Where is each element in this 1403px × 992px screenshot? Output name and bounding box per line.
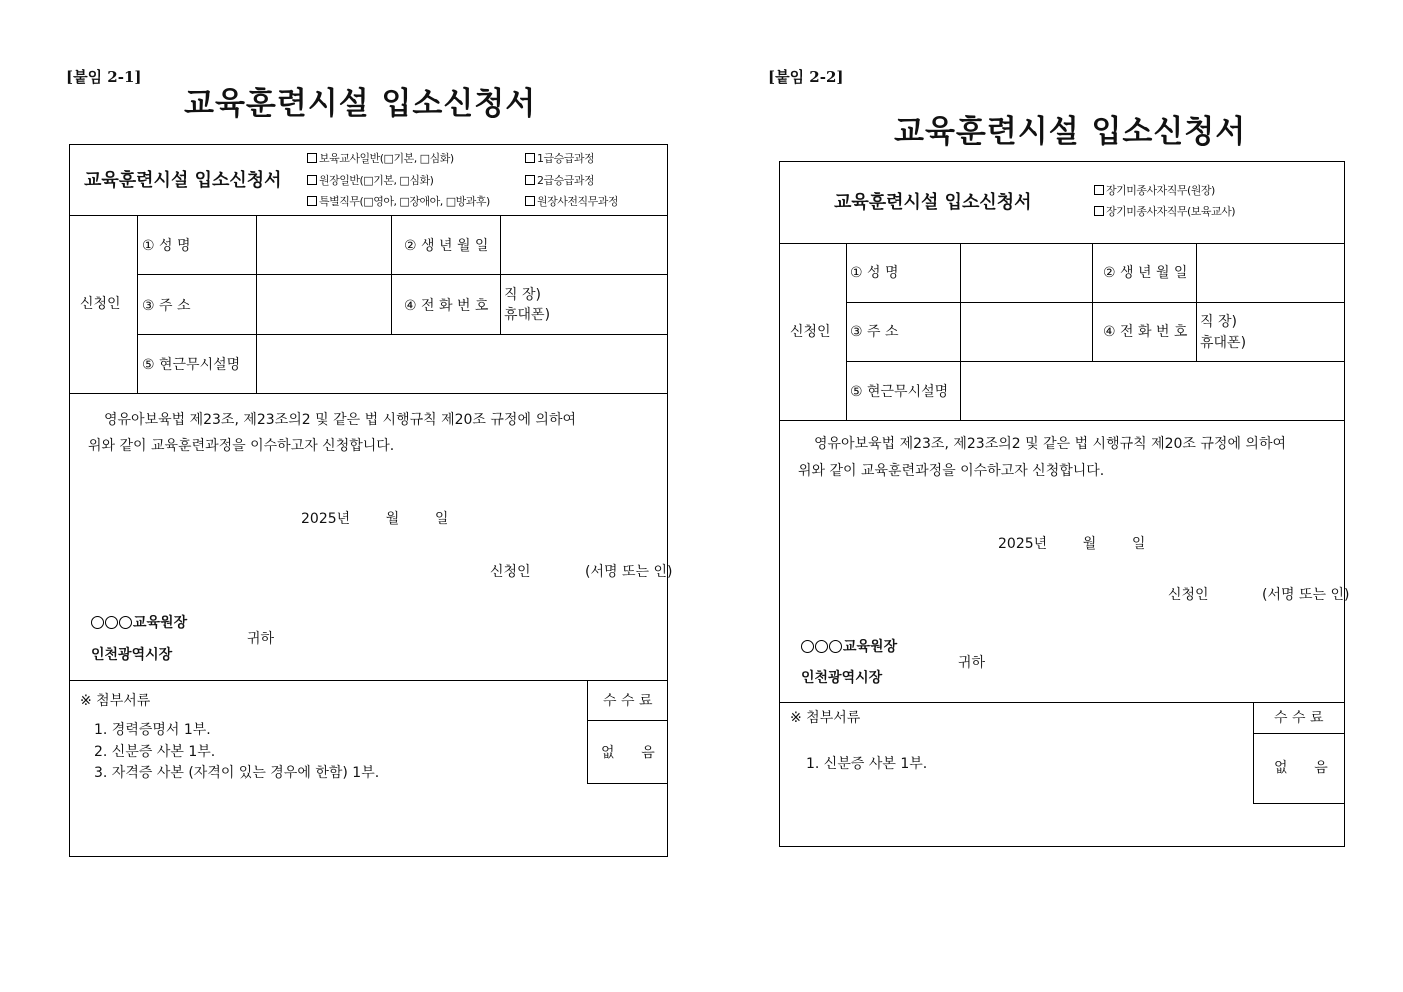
doc2-checkbox-teacher[interactable]: 장기미종사자직무(보육교사) xyxy=(1094,205,1235,218)
doc2-workplace-field[interactable] xyxy=(962,363,1343,419)
doc2-addressee-mayor: 인천광역시장 xyxy=(801,670,883,686)
circle-icon xyxy=(119,616,132,629)
doc1-checkbox-grade2[interactable]: 2급승급과정 xyxy=(525,174,594,187)
doc1-checkbox-special-duty[interactable]: 특별직무(□영아, □장애아, □방과후) xyxy=(307,195,490,208)
checkbox-icon[interactable] xyxy=(307,175,317,185)
checkbox-icon[interactable] xyxy=(1094,206,1104,216)
doc2-statement-line2: 위와 같이 교육훈련과정을 이수하고자 신청합니다. xyxy=(798,463,1105,479)
doc2-sign-note[interactable]: (서명 또는 인) xyxy=(1262,587,1350,603)
doc1-page-title: 교육훈련시설 입소신청서 xyxy=(184,86,537,122)
doc1-attachment-item: 1. 경력증명서 1부. xyxy=(94,722,211,738)
doc2-form xyxy=(779,161,1350,847)
doc2-attachment-item: 1. 신분증 사본 1부. xyxy=(806,756,928,772)
doc2-name-label: ① 성 명 xyxy=(850,265,899,281)
doc1-honorific: 귀하 xyxy=(247,631,275,647)
doc1-name-field[interactable] xyxy=(258,217,390,273)
doc1-birth-label: ② 생 년 월 일 xyxy=(404,238,489,254)
doc1-checkbox-grade1[interactable]: 1급승급과정 xyxy=(525,152,594,165)
doc2-sign-label: 신청인 xyxy=(1168,587,1209,603)
checkbox-icon[interactable] xyxy=(525,175,535,185)
doc2-fee-label: 수 수 료 xyxy=(1274,710,1324,726)
doc2-address-field[interactable] xyxy=(962,304,1091,360)
doc1-name-label: ① 성 명 xyxy=(142,238,191,254)
doc2-date[interactable]: 2025년 월 일 xyxy=(998,536,1146,552)
doc1-workplace-label: ⑤ 현근무시설명 xyxy=(142,357,241,373)
circle-icon xyxy=(801,640,814,653)
doc2-phone-work-field[interactable]: 직 장) xyxy=(1200,314,1237,330)
doc1-birth-field[interactable] xyxy=(502,217,666,273)
doc1-phone-label: ④ 전 화 번 호 xyxy=(404,298,489,314)
doc2-addressee-director: 교육원장 xyxy=(801,639,897,655)
doc1-form xyxy=(69,144,673,857)
doc2-phone-label: ④ 전 화 번 호 xyxy=(1103,324,1188,340)
doc2-birth-label: ② 생 년 월 일 xyxy=(1103,265,1188,281)
doc1-applicant-label: 신청인 xyxy=(80,296,121,312)
circle-icon xyxy=(829,640,842,653)
checkbox-icon[interactable] xyxy=(1094,185,1104,195)
doc1-inner-title: 교육훈련시설 입소신청서 xyxy=(84,170,282,191)
doc2-birth-field[interactable] xyxy=(1198,245,1343,301)
doc1-addressee-mayor: 인천광역시장 xyxy=(91,647,173,663)
checkbox-icon[interactable] xyxy=(525,153,535,163)
checkbox-icon[interactable] xyxy=(307,153,317,163)
doc2-name-field[interactable] xyxy=(962,245,1091,301)
circle-icon xyxy=(105,616,118,629)
doc1-workplace-field[interactable] xyxy=(258,336,666,392)
doc1-fee-label: 수 수 료 xyxy=(603,693,653,709)
doc1-phone-mobile-field[interactable]: 휴대폰) xyxy=(504,307,551,323)
doc2-page-title: 교육훈련시설 입소신청서 xyxy=(894,114,1247,150)
doc2-honorific: 귀하 xyxy=(958,655,986,671)
doc2-checkbox-director[interactable]: 장기미종사자직무(원장) xyxy=(1094,184,1215,197)
doc1-sign-note[interactable]: (서명 또는 인) xyxy=(585,564,673,580)
doc1-statement-line2: 위와 같이 교육훈련과정을 이수하고자 신청합니다. xyxy=(88,438,395,454)
doc2-inner-title: 교육훈련시설 입소신청서 xyxy=(834,192,1032,213)
doc2-tag: [붙임 2-2] xyxy=(768,68,844,86)
checkbox-icon[interactable] xyxy=(525,196,535,206)
doc1-addressee-director: 교육원장 xyxy=(91,615,187,631)
doc2-applicant-label: 신청인 xyxy=(790,324,831,340)
doc2-fee-value: 없 음 xyxy=(1274,760,1328,776)
doc1-date[interactable]: 2025년 월 일 xyxy=(301,511,449,527)
circle-icon xyxy=(91,616,104,629)
doc1-attachment-item: 3. 자격증 사본 (자격이 있는 경우에 한함) 1부. xyxy=(94,765,380,781)
doc1-phone-work-field[interactable]: 직 장) xyxy=(504,287,541,303)
doc2-attach-header: ※ 첨부서류 xyxy=(790,710,861,726)
doc1-tag: [붙임 2-1] xyxy=(66,68,142,86)
doc1-statement-line1: 영유아보육법 제23조, 제23조의2 및 같은 법 시행규칙 제20조 규정에 의하여 xyxy=(104,412,576,428)
doc1-checkbox-director-pre[interactable]: 원장사전직무과정 xyxy=(525,195,618,208)
doc2-phone-mobile-field[interactable]: 휴대폰) xyxy=(1200,335,1247,351)
doc1-checkbox-general-teacher[interactable]: 보육교사일반(□기본, □심화) xyxy=(307,152,454,165)
doc2-address-label: ③ 주 소 xyxy=(850,324,899,340)
circle-icon xyxy=(815,640,828,653)
doc1-attachment-item: 2. 신분증 사본 1부. xyxy=(94,744,216,760)
doc1-checkbox-general-director[interactable]: 원장일반(□기본, □심화) xyxy=(307,174,433,187)
doc1-fee-value: 없 음 xyxy=(601,745,655,761)
doc1-address-field[interactable] xyxy=(258,276,390,332)
doc1-sign-label: 신청인 xyxy=(490,564,531,580)
doc2-workplace-label: ⑤ 현근무시설명 xyxy=(850,384,949,400)
doc2-statement-line1: 영유아보육법 제23조, 제23조의2 및 같은 법 시행규칙 제20조 규정에 의하여 xyxy=(814,436,1286,452)
checkbox-icon[interactable] xyxy=(307,196,317,206)
doc1-attach-header: ※ 첨부서류 xyxy=(80,693,151,709)
doc1-address-label: ③ 주 소 xyxy=(142,298,191,314)
